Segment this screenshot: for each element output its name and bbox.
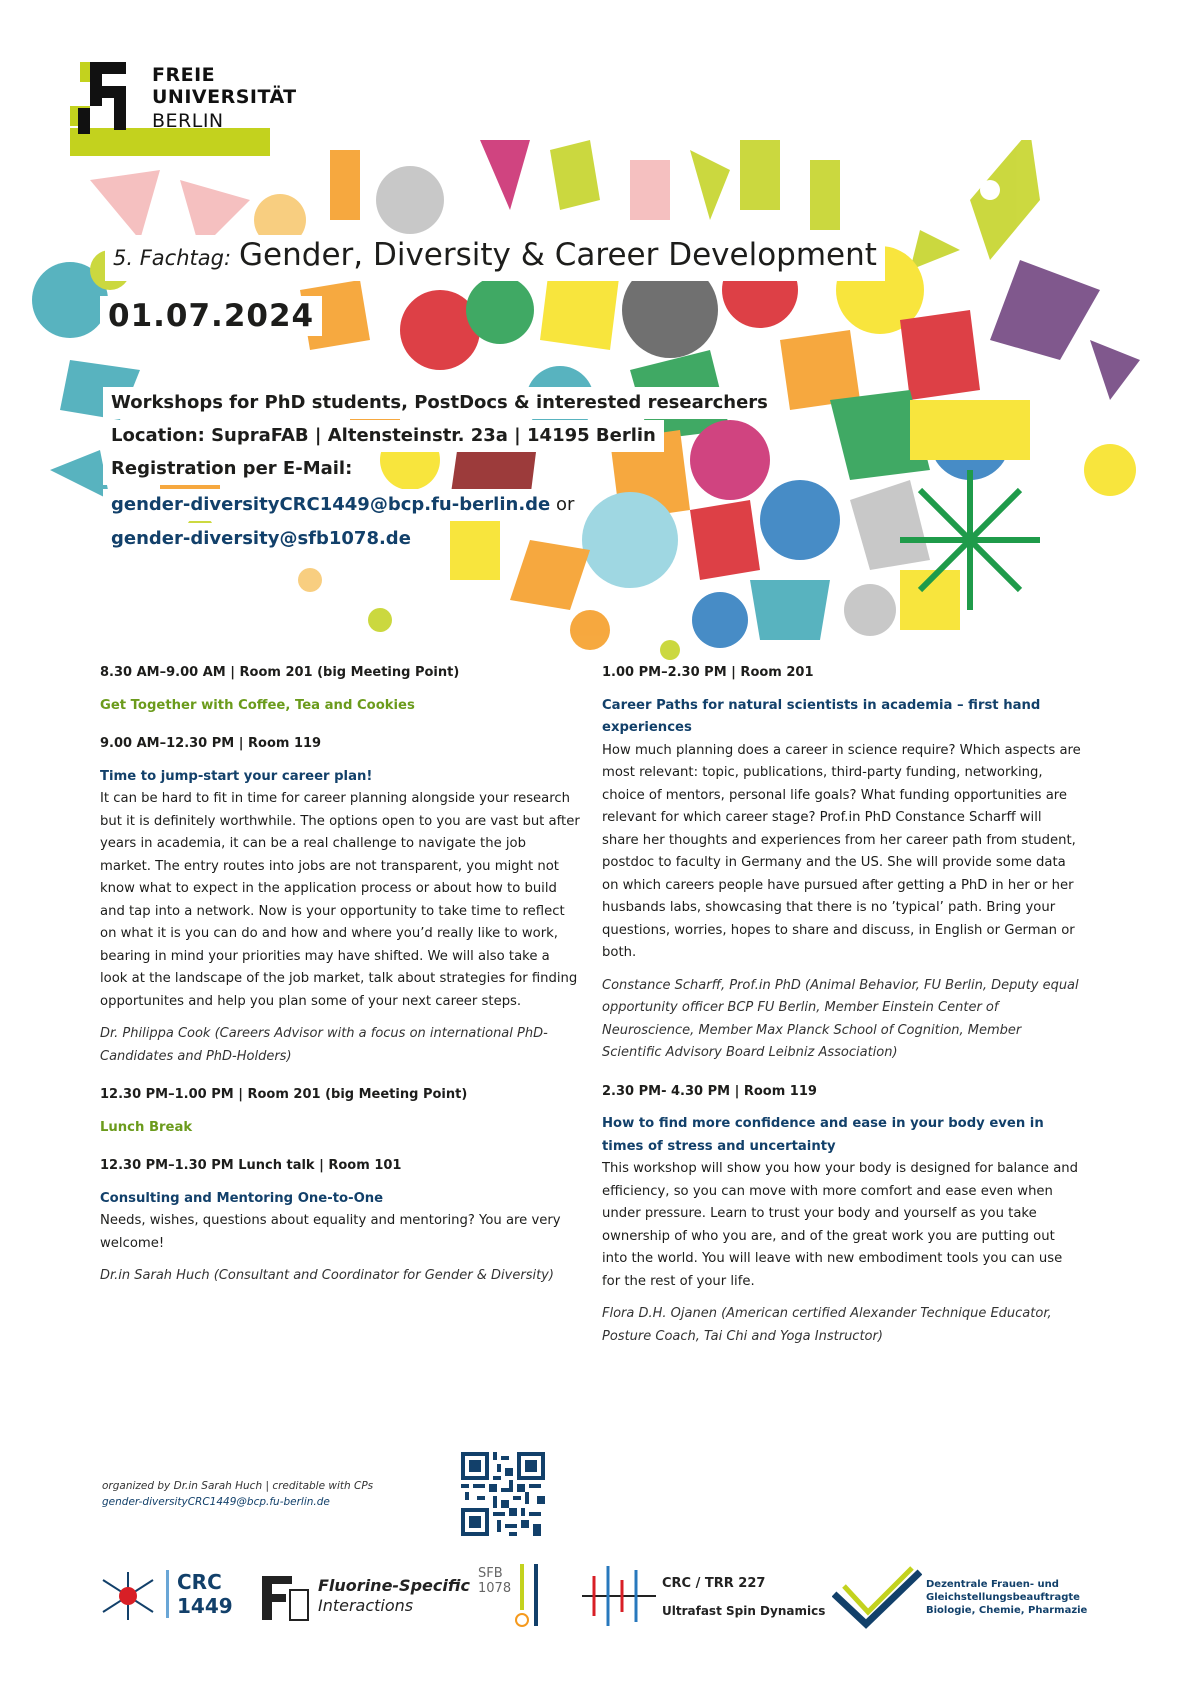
trr227-logo [582,1556,826,1636]
frauenbeauftragte-logo [832,1566,1088,1636]
spin-dynamics-emblem-icon [582,1556,656,1636]
or-text: or [550,494,575,515]
program-slot [602,1081,1082,1349]
logo-line-2: UNIVERSITÄT [152,86,297,108]
slot-title: Time to jump-start your career plan! [100,768,373,784]
slot-time: 9.00 AM–12.30 PM | Room 119 [100,736,322,751]
fsi-text-a: Fluorine-Specific [318,1576,470,1595]
slot-title: Get Together with Coffee, Tea and Cookies [100,697,415,713]
slot-description: It can be hard to fit in time for career planning alongside your research but it is definitely worthwhile. The options open to you are vast but after years in academia, it can be a real challenge to navigate the job market. The entry routes into jobs are not transparent, you might not know what to expect in the application process or about how to build and tap into a network. Now is your opportunity to take time to reflect on what it is you can do and how and where you’d really like to work, bearing in mind your priorities may have shifted. We will also take a look at the landscape of the job market, talk about strategies for finding opportunites and help you plan some of your next career steps. [100,791,580,1009]
slot-speaker: Flora D.H. Ojanen (American certified Alexander Technique Educator, Posture Coach, Tai Chi and Yoga Instructor) [602,1306,1052,1344]
event-title-prefix: 5. Fachtag: [113,246,232,270]
organizer-email[interactable]: gender-diversityCRC1449@bcp.fu-berlin.de [102,1496,330,1508]
slot-description: Needs, wishes, questions about equality and mentoring? You are very welcome! [100,1213,561,1251]
fluorine-specific-interactions-logo [260,1572,470,1622]
sfb-text-a: SFB [478,1566,503,1581]
slot-description: How much planning does a career in science require? Which aspects are most relevant: topic, publications, third-party funding, networking, choice of mentors, personal life goals? What funding opportunities are relevant for which career stage? Prof.in PhD Constance Scharff will share her thoughts and experiences from her career path from student, postdoc to faculty in Germany and the US. She will provide some data on which careers people have pursued after getting a PhD in her or her husbands labs, showcasing that there is no ’typical’ path. Bring your questions, worries, hopes to share and discuss, in English or German or both. [602,742,1081,960]
program-right-column [602,662,1082,1364]
sfb-text [478,1566,511,1596]
crc1449-emblem-icon [98,1570,158,1622]
event-date: 01.07.2024 [100,296,322,336]
logo-line-1: FREIE [152,64,216,86]
slot-speaker: Dr. Philippa Cook (Careers Advisor with a focus on international PhD-Candidates and PhD-Holders) [100,1026,548,1064]
frauen-text-c: Biologie, Chemie, Pharmazie [926,1605,1088,1616]
slot-time: 8.30 AM–9.00 AM | Room 201 (big Meeting Point) [100,665,460,680]
program-slot [100,1084,580,1139]
registration-email-2[interactable]: gender-diversity@sfb1078.de [111,528,411,549]
program-slot [100,1155,580,1288]
workshops-audience: Workshops for PhD students, PostDocs & interested researchers [103,387,776,419]
sfb-emblem-icon [514,1560,544,1630]
slot-time: 1.00 PM–2.30 PM | Room 201 [602,665,814,680]
program-slot [602,662,1082,1065]
sfb1078-logo [478,1560,548,1630]
frauen-text-b: Gleichstellungsbeauftragte [926,1592,1080,1603]
fsi-text-b: Interactions [318,1596,414,1615]
slot-time: 12.30 PM–1.00 PM | Room 201 (big Meeting Point) [100,1087,468,1102]
crc1449-logo [98,1570,238,1622]
checkmark-emblem-icon [832,1566,922,1630]
frauen-text [926,1578,1087,1617]
organizer-note [102,1478,373,1510]
event-location: Location: SupraFAB | Altensteinstr. 23a | 14195 Berlin [103,420,664,452]
slot-title: Career Paths for natural scientists in academia – first hand experiences [602,697,1041,735]
slot-time: 12.30 PM–1.30 PM Lunch talk | Room 101 [100,1158,402,1173]
slot-speaker: Constance Scharff, Prof.in PhD (Animal Behavior, FU Berlin, Deputy equal opportunity officer BCP FU Berlin, Member Einstein Center of Neuroscience, Member Max Planck School of Cognition, Member Scientific Advisory Board Leibniz Association) [602,977,1079,1060]
sfb-text-b: 1078 [478,1581,512,1596]
organizer-line: organized by Dr.in Sarah Huch | creditable with CPs [102,1480,374,1492]
slot-speaker: Dr.in Sarah Huch (Consultant and Coordinator for Gender & Diversity) [100,1268,554,1283]
registration-email-row-1 [103,489,582,521]
crc1449-text-b: 1449 [177,1594,233,1618]
slot-title: Lunch Break [100,1119,193,1135]
program-slot [100,733,580,1068]
registration-label: Registration per E-Mail: [103,453,360,485]
qr-code-icon [461,1452,545,1536]
slot-title: Consulting and Mentoring One-to-One [100,1190,384,1206]
registration-email-row-2 [103,523,419,555]
program-left-column [100,662,580,1304]
slot-description: This workshop will show you how your body is designed for balance and efficiency, so you can move with more comfort and ease even when under pressure. Learn to trust your body and yourself as you take ownership of who you are, and of the great work you are putting out into the world. You will leave with new embodiment tools you can use for the rest of your life. [602,1161,1079,1289]
program-slot [100,662,580,717]
fsi-emblem-icon [260,1572,312,1622]
slot-title: How to find more confidence and ease in your body even in times of stress and uncertainty [602,1116,1044,1154]
logo-line-3: BERLIN [152,110,224,132]
frauen-text-a: Dezentrale Frauen- und [926,1579,1059,1590]
event-title [105,235,885,281]
crc1449-text [166,1570,233,1618]
trr-text-a: CRC / TRR 227 [662,1576,766,1591]
crc1449-text-a: CRC [177,1570,222,1594]
trr-text-b: Ultrafast Spin Dynamics [662,1604,826,1618]
slot-time: 2.30 PM- 4.30 PM | Room 119 [602,1083,817,1099]
registration-email-1[interactable]: gender-diversityCRC1449@bcp.fu-berlin.de [111,494,551,515]
event-title-main: Gender, Diversity & Career Development [239,237,877,273]
